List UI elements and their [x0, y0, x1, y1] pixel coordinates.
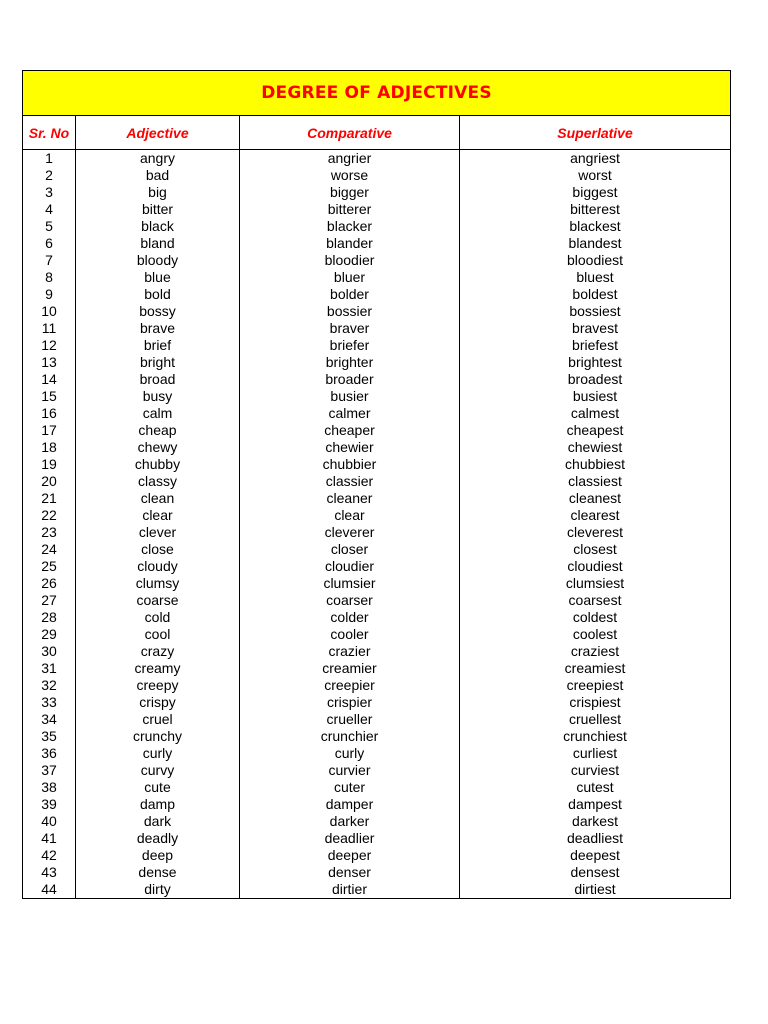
sr-no-cell: 35 — [23, 728, 76, 745]
superlative-cell: bravest — [460, 320, 731, 337]
sr-no-cell: 30 — [23, 643, 76, 660]
table-row — [23, 864, 731, 881]
superlative-cell: classiest — [460, 473, 731, 490]
table-row — [23, 303, 731, 320]
comparative-cell: angrier — [240, 150, 460, 168]
superlative-cell: briefest — [460, 337, 731, 354]
adjective-cell: clean — [76, 490, 240, 507]
superlative-cell: boldest — [460, 286, 731, 303]
superlative-cell: cloudiest — [460, 558, 731, 575]
superlative-cell: closest — [460, 541, 731, 558]
sr-no-cell: 4 — [23, 201, 76, 218]
adjective-cell: black — [76, 218, 240, 235]
table-row — [23, 881, 731, 899]
superlative-cell: cleverest — [460, 524, 731, 541]
adjective-cell: dark — [76, 813, 240, 830]
sr-no-cell: 27 — [23, 592, 76, 609]
superlative-cell: cleanest — [460, 490, 731, 507]
sr-no-cell: 26 — [23, 575, 76, 592]
comparative-cell: crazier — [240, 643, 460, 660]
comparative-cell: crueller — [240, 711, 460, 728]
adjective-cell: calm — [76, 405, 240, 422]
column-header-comparative: Comparative — [240, 116, 460, 150]
table-row — [23, 796, 731, 813]
sr-no-cell: 38 — [23, 779, 76, 796]
comparative-cell: cleaner — [240, 490, 460, 507]
sr-no-cell: 33 — [23, 694, 76, 711]
sr-no-cell: 7 — [23, 252, 76, 269]
table-body — [23, 150, 731, 899]
table-row — [23, 269, 731, 286]
comparative-cell: bitterer — [240, 201, 460, 218]
adjectives-table — [22, 70, 731, 899]
superlative-cell: broadest — [460, 371, 731, 388]
superlative-cell: cheapest — [460, 422, 731, 439]
adjective-cell: cool — [76, 626, 240, 643]
table-row — [23, 660, 731, 677]
sr-no-cell: 36 — [23, 745, 76, 762]
sr-no-cell: 18 — [23, 439, 76, 456]
adjective-cell: cheap — [76, 422, 240, 439]
adjective-cell: bold — [76, 286, 240, 303]
table-row — [23, 354, 731, 371]
table-row — [23, 201, 731, 218]
superlative-cell: darkest — [460, 813, 731, 830]
adjective-cell: dirty — [76, 881, 240, 899]
sr-no-cell: 16 — [23, 405, 76, 422]
comparative-cell: curly — [240, 745, 460, 762]
superlative-cell: angriest — [460, 150, 731, 168]
sr-no-cell: 14 — [23, 371, 76, 388]
sr-no-cell: 10 — [23, 303, 76, 320]
table-row — [23, 507, 731, 524]
sr-no-cell: 11 — [23, 320, 76, 337]
adjective-cell: curvy — [76, 762, 240, 779]
adjective-cell: close — [76, 541, 240, 558]
comparative-cell: damper — [240, 796, 460, 813]
superlative-cell: blandest — [460, 235, 731, 252]
adjective-cell: crazy — [76, 643, 240, 660]
comparative-cell: blander — [240, 235, 460, 252]
table-row — [23, 592, 731, 609]
adjective-cell: coarse — [76, 592, 240, 609]
superlative-cell: calmest — [460, 405, 731, 422]
adjective-cell: classy — [76, 473, 240, 490]
table-row — [23, 439, 731, 456]
table-row — [23, 626, 731, 643]
table-row — [23, 558, 731, 575]
comparative-cell: blacker — [240, 218, 460, 235]
comparative-cell: busier — [240, 388, 460, 405]
superlative-cell: creepiest — [460, 677, 731, 694]
table-row — [23, 252, 731, 269]
superlative-cell: busiest — [460, 388, 731, 405]
table-row — [23, 337, 731, 354]
superlative-cell: clumsiest — [460, 575, 731, 592]
sr-no-cell: 12 — [23, 337, 76, 354]
superlative-cell: densest — [460, 864, 731, 881]
table-row — [23, 643, 731, 660]
comparative-cell: denser — [240, 864, 460, 881]
table-row — [23, 184, 731, 201]
comparative-cell: deadlier — [240, 830, 460, 847]
sr-no-cell: 25 — [23, 558, 76, 575]
sr-no-cell: 44 — [23, 881, 76, 899]
superlative-cell: curviest — [460, 762, 731, 779]
comparative-cell: brighter — [240, 354, 460, 371]
table-row — [23, 694, 731, 711]
sr-no-cell: 39 — [23, 796, 76, 813]
table-row — [23, 541, 731, 558]
table-row — [23, 490, 731, 507]
sr-no-cell: 1 — [23, 150, 76, 168]
comparative-cell: bloodier — [240, 252, 460, 269]
adjective-cell: crispy — [76, 694, 240, 711]
superlative-cell: curliest — [460, 745, 731, 762]
sr-no-cell: 3 — [23, 184, 76, 201]
sr-no-cell: 34 — [23, 711, 76, 728]
adjective-cell: bright — [76, 354, 240, 371]
table-row — [23, 524, 731, 541]
comparative-cell: clear — [240, 507, 460, 524]
comparative-cell: closer — [240, 541, 460, 558]
sr-no-cell: 28 — [23, 609, 76, 626]
adjective-cell: creepy — [76, 677, 240, 694]
adjective-cell: brief — [76, 337, 240, 354]
comparative-cell: curvier — [240, 762, 460, 779]
comparative-cell: cheaper — [240, 422, 460, 439]
table-row — [23, 388, 731, 405]
adjective-cell: dense — [76, 864, 240, 881]
adjective-cell: bitter — [76, 201, 240, 218]
sr-no-cell: 42 — [23, 847, 76, 864]
adjective-cell: bossy — [76, 303, 240, 320]
comparative-cell: braver — [240, 320, 460, 337]
sr-no-cell: 19 — [23, 456, 76, 473]
table-row — [23, 762, 731, 779]
adjective-cell: brave — [76, 320, 240, 337]
sr-no-cell: 32 — [23, 677, 76, 694]
superlative-cell: dampest — [460, 796, 731, 813]
adjective-cell: broad — [76, 371, 240, 388]
adjective-cell: deadly — [76, 830, 240, 847]
superlative-cell: dirtiest — [460, 881, 731, 899]
comparative-cell: creepier — [240, 677, 460, 694]
adjective-cell: bland — [76, 235, 240, 252]
superlative-cell: coldest — [460, 609, 731, 626]
table-row — [23, 167, 731, 184]
comparative-cell: coarser — [240, 592, 460, 609]
sr-no-cell: 40 — [23, 813, 76, 830]
adjective-cell: chubby — [76, 456, 240, 473]
table-row — [23, 422, 731, 439]
adjective-cell: cloudy — [76, 558, 240, 575]
table-row — [23, 609, 731, 626]
adjective-cell: chewy — [76, 439, 240, 456]
superlative-cell: bitterest — [460, 201, 731, 218]
table-row — [23, 456, 731, 473]
adjective-cell: curly — [76, 745, 240, 762]
sr-no-cell: 24 — [23, 541, 76, 558]
comparative-cell: bolder — [240, 286, 460, 303]
table-row — [23, 779, 731, 796]
superlative-cell: craziest — [460, 643, 731, 660]
adjective-cell: bad — [76, 167, 240, 184]
superlative-cell: bossiest — [460, 303, 731, 320]
table-row — [23, 575, 731, 592]
table-row — [23, 847, 731, 864]
superlative-cell: chewiest — [460, 439, 731, 456]
sr-no-cell: 21 — [23, 490, 76, 507]
table-row — [23, 235, 731, 252]
table-row — [23, 218, 731, 235]
comparative-cell: briefer — [240, 337, 460, 354]
superlative-cell: bloodiest — [460, 252, 731, 269]
comparative-cell: chubbier — [240, 456, 460, 473]
superlative-cell: crunchiest — [460, 728, 731, 745]
comparative-cell: deeper — [240, 847, 460, 864]
table-row — [23, 830, 731, 847]
comparative-cell: cleverer — [240, 524, 460, 541]
table-row — [23, 473, 731, 490]
superlative-cell: cruellest — [460, 711, 731, 728]
adjective-cell: busy — [76, 388, 240, 405]
table-row — [23, 286, 731, 303]
comparative-cell: cloudier — [240, 558, 460, 575]
comparative-cell: broader — [240, 371, 460, 388]
comparative-cell: cuter — [240, 779, 460, 796]
comparative-cell: bluer — [240, 269, 460, 286]
sr-no-cell: 20 — [23, 473, 76, 490]
table-row — [23, 728, 731, 745]
superlative-cell: bluest — [460, 269, 731, 286]
comparative-cell: colder — [240, 609, 460, 626]
superlative-cell: biggest — [460, 184, 731, 201]
superlative-cell: chubbiest — [460, 456, 731, 473]
table-row — [23, 320, 731, 337]
adjective-cell: deep — [76, 847, 240, 864]
comparative-cell: calmer — [240, 405, 460, 422]
adjective-cell: creamy — [76, 660, 240, 677]
superlative-cell: deepest — [460, 847, 731, 864]
sr-no-cell: 37 — [23, 762, 76, 779]
sr-no-cell: 2 — [23, 167, 76, 184]
comparative-cell: creamier — [240, 660, 460, 677]
adjective-cell: big — [76, 184, 240, 201]
sr-no-cell: 31 — [23, 660, 76, 677]
adjective-cell: damp — [76, 796, 240, 813]
superlative-cell: crispiest — [460, 694, 731, 711]
column-header-superlative: Superlative — [460, 116, 731, 150]
column-header-sr-no: Sr. No — [23, 116, 76, 150]
column-header-adjective: Adjective — [76, 116, 240, 150]
sr-no-cell: 22 — [23, 507, 76, 524]
sr-no-cell: 23 — [23, 524, 76, 541]
table-row — [23, 711, 731, 728]
superlative-cell: cutest — [460, 779, 731, 796]
comparative-cell: crispier — [240, 694, 460, 711]
adjectives-sheet — [22, 70, 730, 899]
adjective-cell: blue — [76, 269, 240, 286]
sr-no-cell: 15 — [23, 388, 76, 405]
adjective-cell: cold — [76, 609, 240, 626]
sr-no-cell: 9 — [23, 286, 76, 303]
comparative-cell: cooler — [240, 626, 460, 643]
superlative-cell: brightest — [460, 354, 731, 371]
sr-no-cell: 8 — [23, 269, 76, 286]
sr-no-cell: 41 — [23, 830, 76, 847]
table-row — [23, 813, 731, 830]
superlative-cell: worst — [460, 167, 731, 184]
comparative-cell: dirtier — [240, 881, 460, 899]
adjective-cell: crunchy — [76, 728, 240, 745]
adjective-cell: clear — [76, 507, 240, 524]
comparative-cell: bossier — [240, 303, 460, 320]
comparative-cell: classier — [240, 473, 460, 490]
superlative-cell: coolest — [460, 626, 731, 643]
superlative-cell: clearest — [460, 507, 731, 524]
sr-no-cell: 5 — [23, 218, 76, 235]
sr-no-cell: 29 — [23, 626, 76, 643]
adjective-cell: angry — [76, 150, 240, 168]
sr-no-cell: 6 — [23, 235, 76, 252]
superlative-cell: deadliest — [460, 830, 731, 847]
table-row — [23, 150, 731, 168]
comparative-cell: clumsier — [240, 575, 460, 592]
sr-no-cell: 17 — [23, 422, 76, 439]
comparative-cell: bigger — [240, 184, 460, 201]
comparative-cell: worse — [240, 167, 460, 184]
superlative-cell: coarsest — [460, 592, 731, 609]
adjective-cell: clumsy — [76, 575, 240, 592]
adjective-cell: cruel — [76, 711, 240, 728]
superlative-cell: creamiest — [460, 660, 731, 677]
comparative-cell: darker — [240, 813, 460, 830]
table-row — [23, 405, 731, 422]
adjective-cell: cute — [76, 779, 240, 796]
adjective-cell: clever — [76, 524, 240, 541]
sheet-title: DEGREE OF ADJECTIVES — [23, 71, 731, 116]
table-row — [23, 371, 731, 388]
table-row — [23, 745, 731, 762]
comparative-cell: crunchier — [240, 728, 460, 745]
superlative-cell: blackest — [460, 218, 731, 235]
sr-no-cell: 43 — [23, 864, 76, 881]
table-row — [23, 677, 731, 694]
sr-no-cell: 13 — [23, 354, 76, 371]
adjective-cell: bloody — [76, 252, 240, 269]
comparative-cell: chewier — [240, 439, 460, 456]
